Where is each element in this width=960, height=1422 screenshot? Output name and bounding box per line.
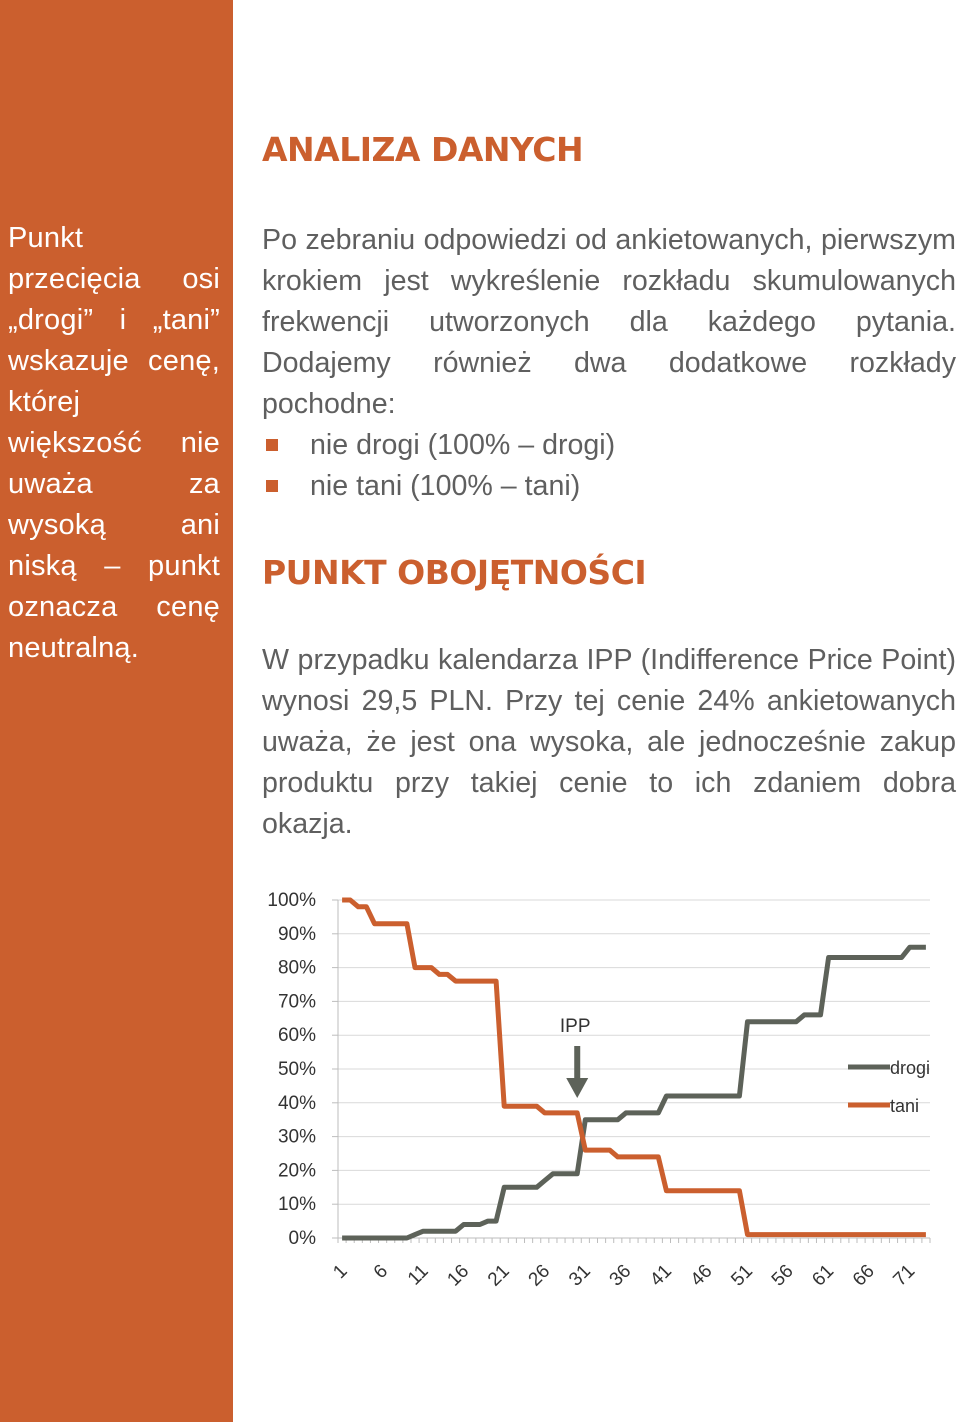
y-tick-label: 80% bbox=[277, 957, 316, 979]
bullet-text: nie drogi (100% – drogi) bbox=[310, 429, 616, 461]
legend-label-drogi: drogi bbox=[890, 1058, 931, 1078]
sidebar bbox=[0, 0, 233, 1422]
analysis-paragraph: Po zebraniu odpowiedzi od ankietowanych, pierwszym krokiem jest wykreślenie rozkładu skumulowanych frekwencji utworzonych dla każdego pytania. Dodajemy również dwa dodatkowe rozkłady pochodne: bbox=[262, 224, 956, 420]
y-tick-label: 90% bbox=[277, 923, 316, 945]
ipp-arrow-head bbox=[566, 1078, 588, 1098]
x-tick-label: 21 bbox=[483, 1260, 514, 1291]
sidebar-note: Punkt przecięcia osi „drogi” i „tani” wskazuje cenę, której większość nie uważa za wysoką ani niską – punkt oznacza cenę neutralną. bbox=[8, 222, 220, 664]
chart-svg bbox=[250, 880, 950, 1300]
x-tick-label: 41 bbox=[646, 1260, 676, 1291]
y-tick-label: 70% bbox=[277, 991, 316, 1013]
x-tick-label: 6 bbox=[369, 1260, 393, 1284]
ipp-heading: PUNKT OBOJĘTNOŚCI bbox=[262, 553, 647, 592]
x-tick-label: 31 bbox=[565, 1260, 595, 1291]
price-chart bbox=[250, 880, 950, 1300]
x-tick-label: 71 bbox=[889, 1260, 920, 1291]
y-tick-label: 60% bbox=[277, 1025, 316, 1047]
x-tick-label: 61 bbox=[808, 1260, 839, 1291]
y-tick-label: 100% bbox=[267, 890, 316, 911]
x-tick-label: 1 bbox=[329, 1260, 352, 1284]
y-tick-label: 40% bbox=[277, 1092, 316, 1114]
x-tick-label: 56 bbox=[767, 1260, 798, 1291]
bullet-item bbox=[262, 425, 615, 466]
square-bullet-icon bbox=[266, 439, 278, 451]
series-line-tani bbox=[342, 900, 926, 1235]
bullet-list bbox=[262, 425, 615, 507]
x-tick-label: 66 bbox=[848, 1260, 879, 1291]
x-tick-label: 46 bbox=[686, 1260, 717, 1291]
bullet-text: nie tani (100% – tani) bbox=[310, 470, 581, 502]
y-tick-label: 20% bbox=[277, 1160, 316, 1182]
square-bullet-icon bbox=[266, 480, 278, 492]
series-line-drogi bbox=[342, 947, 926, 1238]
legend-label-tani: tani bbox=[890, 1096, 920, 1116]
analysis-heading: ANALIZA DANYCH bbox=[262, 130, 584, 169]
x-tick-label: 26 bbox=[524, 1260, 555, 1291]
ipp-paragraph: W przypadku kalendarza IPP (Indifference Price Point) wynosi 29,5 PLN. Przy tej cenie 24% ankietowanych uważa, że jest ona wysoka, ale jednocześnie zakup produktu przy takiej cenie to ich zdaniem dobra okazja. bbox=[262, 644, 956, 840]
x-tick-label: 11 bbox=[403, 1260, 433, 1290]
bullet-item bbox=[262, 466, 615, 507]
y-tick-label: 30% bbox=[277, 1126, 316, 1148]
y-tick-label: 50% bbox=[277, 1059, 316, 1080]
x-tick-label: 36 bbox=[605, 1260, 636, 1291]
x-tick-label: 51 bbox=[727, 1260, 758, 1291]
y-tick-label: 10% bbox=[277, 1194, 316, 1216]
y-tick-label: 0% bbox=[288, 1228, 316, 1249]
x-tick-label: 16 bbox=[443, 1260, 474, 1291]
ipp-annotation-label: IPP bbox=[559, 1016, 591, 1037]
